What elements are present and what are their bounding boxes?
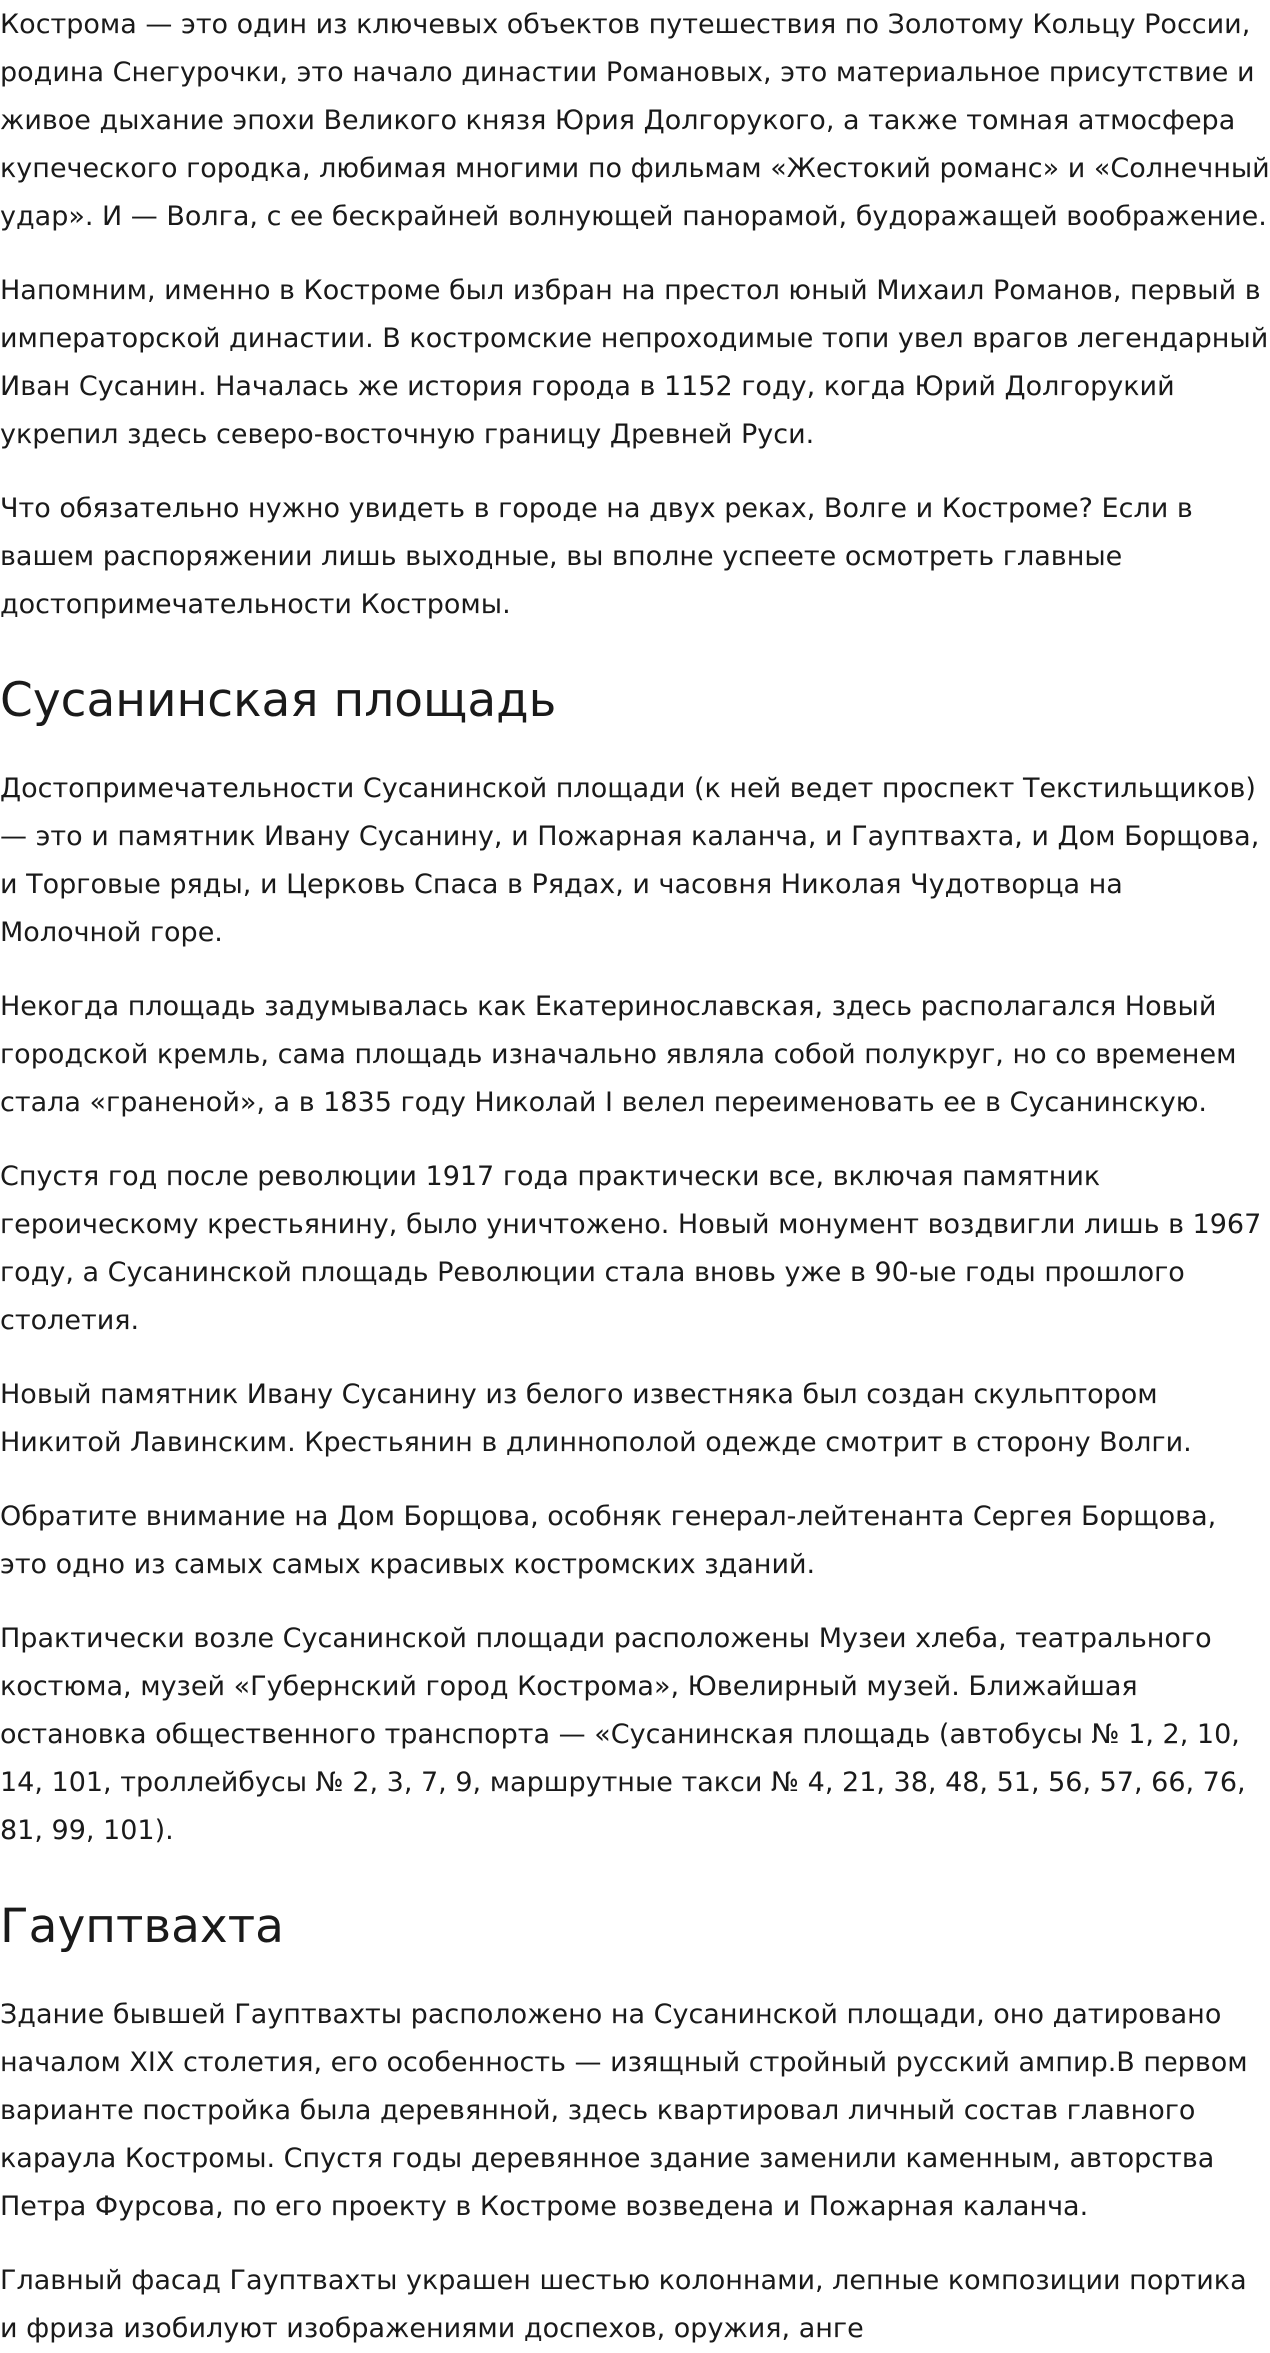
- intro-paragraph: Кострома — это один из ключевых объектов путешествия по Золотому Кольцу России, родина Снегурочки, это начало династии Романовых, это материальное присутствие и живое дыхание эпохи Великого князя Юрия Долгорукого, а также томная атмосфера купеческого городка, любимая многими по фильмам «Жестокий романс» и «Солнечный удар». И — Волга, с ее бескрайней волнующей панорамой, будоражащей воображение.: [0, 9, 1270, 232]
- section-paragraph: Главный фасад Гауптвахты украшен шестью колоннами, лепные композиции портика и фриза изобилуют изображениями доспехов, оружия, анге: [0, 2265, 1247, 2344]
- section-paragraph: Новый памятник Ивану Сусанину из белого известняка был создан скульптором Никитой Лавинским. Крестьянин в длиннополой одежде смотрит в сторону Волги.: [0, 1379, 1192, 1458]
- section-paragraph: Практически возле Сусанинской площади расположены Музеи хлеба, театрального костюма, музей «Губернский город Кострома», Ювелирный музей. Ближайшая остановка общественного транспорта — «Сусанинская площадь (автобусы № 1, 2, 10, 14, 101, троллейбусы № 2, 3, 7, 9, маршрутные такси № 4, 21, 38, 48, 51, 56, 57, 66, 76, 81, 99, 101).: [0, 1623, 1246, 1846]
- section-paragraph: Достопримечательности Сусанинской площади (к ней ведет проспект Текстильщиков) — это и памятник Ивану Сусанину, и Пожарная каланча, и Гауптвахта, и Дом Борщова, и Торговые ряды, и Церковь Спаса в Рядах, и часовня Николая Чудотворца на Молочной горе.: [0, 773, 1260, 948]
- intro-paragraph: Напомним, именно в Костроме был избран на престол юный Михаил Романов, первый в императорской династии. В костромские непроходимые топи увел врагов легендарный Иван Сусанин. Началась же история города в 1152 году, когда Юрий Долгорукий укрепил здесь северо-восточную границу Древней Руси.: [0, 275, 1269, 450]
- article-body: [0, 1, 1270, 2353]
- section-heading-susaninskaya: Сусанинская площадь: [0, 673, 557, 728]
- section-heading-gauptvakhta: Гауптвахта: [0, 1899, 284, 1954]
- section-paragraph: Спустя год после революции 1917 года практически все, включая памятник героическому крестьянину, было уничтожено. Новый монумент воздвигли лишь в 1967 году, а Сусанинской площадь Революции стала вновь уже в 90-ые годы прошлого столетия.: [0, 1161, 1262, 1336]
- intro-paragraph: Что обязательно нужно увидеть в городе на двух реках, Волге и Костроме? Если в вашем распоряжении лишь выходные, вы вполне успеете осмотреть главные достопримечательности Костромы.: [0, 493, 1193, 620]
- section-paragraph: Обратите внимание на Дом Борщова, особняк генерал-лейтенанта Сергея Борщова, это одно из самых самых красивых костромских зданий.: [0, 1501, 1217, 1580]
- section-paragraph: Некогда площадь задумывалась как Екатеринославская, здесь располагался Новый городской кремль, сама площадь изначально являла собой полукруг, но со временем стала «граненой», а в 1835 году Николай I велел переименовать ее в Сусанинскую.: [0, 991, 1237, 1118]
- section-paragraph: Здание бывшей Гауптвахты расположено на Сусанинской площади, оно датировано началом XIX столетия, его особенность — изящный стройный русский ампир.В первом варианте постройка была деревянной, здесь квартировал личный состав главного караула Костромы. Спустя годы деревянное здание заменили каменным, авторства Петра Фурсова, по его проекту в Костроме возведена и Пожарная каланча.: [0, 1999, 1248, 2222]
